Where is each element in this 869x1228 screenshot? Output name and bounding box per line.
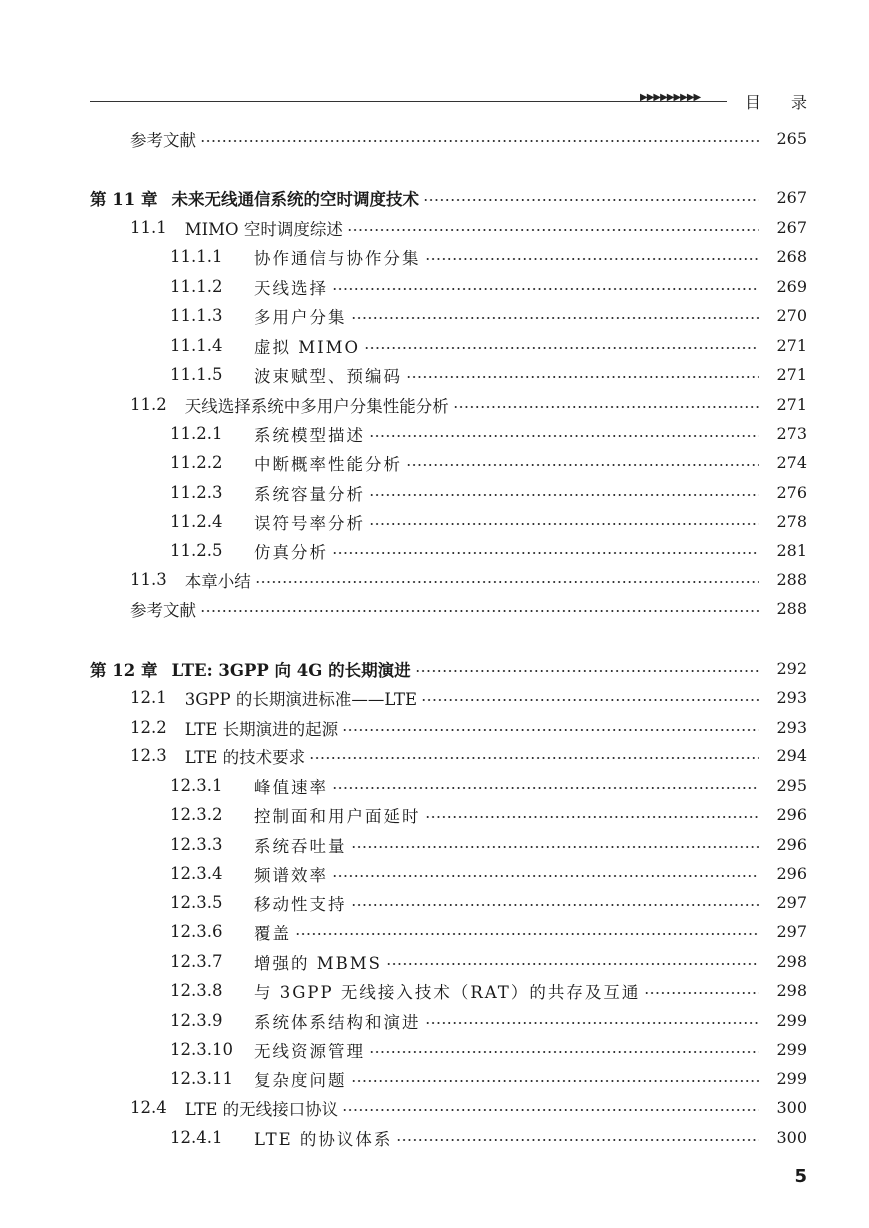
toc-entry-page: 296 [776,864,807,883]
toc-subsection-entry[interactable] [0,301,869,330]
toc-entry-number: 11.2.5 [170,541,223,560]
toc-leader-dots [386,963,759,965]
toc-leader-dots [200,140,759,142]
toc-entry-page: 265 [776,129,807,148]
toc-chapter-entry[interactable] [0,654,869,683]
toc-subsection-entry[interactable] [0,947,869,976]
toc-entry-page: 270 [776,306,807,325]
toc-leader-dots [309,757,759,759]
toc-entry-title: LTE: 3GPP 向 4G 的长期演进 [171,660,411,680]
toc-subsection-entry[interactable] [0,1035,869,1064]
toc-subsection-entry[interactable] [0,331,869,360]
toc-subsection-entry[interactable] [0,1123,869,1152]
toc-leader-dots [364,347,759,349]
toc-leader-dots [369,523,759,525]
toc-entry-number: 11.2.4 [170,512,223,531]
toc-entry-title: LTE 的无线接口协议 [184,1099,339,1119]
toc-subsection-entry[interactable] [0,917,869,946]
toc-leader-dots [425,816,760,818]
toc-entry-number: 第 11 章 [90,189,158,209]
toc-entry-title: 多用户分集 [254,307,347,327]
toc-entry-page: 274 [776,453,807,472]
toc-leader-dots [351,846,760,848]
toc-subsection-entry[interactable] [0,419,869,448]
toc-entry-page: 299 [776,1069,807,1088]
running-header [90,90,837,114]
toc-leader-dots [200,610,759,612]
toc-entry-number: 12.3.1 [170,776,223,795]
toc-entry-title: 移动性支持 [254,894,347,914]
toc-entry-title: 控制面和用户面延时 [254,806,421,826]
toc-entry-title: 仿真分析 [254,542,328,562]
toc-entry-page: 298 [776,981,807,1000]
toc-leader-dots [369,435,759,437]
toc-leader-dots [369,1051,759,1053]
toc-entry-number: 第 12 章 [90,660,158,680]
toc-entry-number: 12.3.11 [170,1069,233,1088]
toc-leader-dots [332,288,759,290]
toc-entry-number: 11.2.1 [170,424,223,443]
toc-section-entry[interactable] [0,390,869,419]
toc-entry-title: 系统容量分析 [254,484,365,504]
toc-entry-number: 12.3.7 [170,952,223,971]
toc-entry-title: 未来无线通信系统的空时调度技术 [171,189,419,209]
toc-entry-page: 271 [776,365,807,384]
toc-entry-number: 11.1.5 [170,365,223,384]
toc-leader-dots [406,464,759,466]
toc-entry-page: 276 [776,483,807,502]
toc-entry-page: 297 [776,922,807,941]
toc-entry-page: 281 [776,541,807,560]
toc-entry-number: 12.3.5 [170,893,223,912]
toc-entry-title: 参考文献 [130,130,196,150]
toc-leader-dots [421,699,759,701]
toc-leader-dots [332,875,759,877]
toc-subsection-entry[interactable] [0,859,869,888]
toc-entry-page: 294 [776,746,807,765]
toc-entry-title: 本章小结 [184,571,251,591]
toc-section-entry[interactable] [0,594,869,623]
toc-entry-title: LTE 的技术要求 [184,747,306,767]
toc-leader-dots [644,992,759,994]
toc-leader-dots [396,1139,759,1141]
toc-section-entry[interactable] [0,683,869,712]
toc-entry-page: 293 [776,688,807,707]
toc-entry-title: 与 3GPP 无线接入技术（RAT）的共存及互通 [254,982,641,1002]
toc-entry-number: 12.3.3 [170,835,223,854]
toc-leader-dots [332,552,759,554]
toc-leader-dots [406,376,759,378]
toc-entry-number: 12.4.1 [170,1128,223,1147]
toc-entry-number: 12.4 [130,1098,167,1117]
toc-subsection-entry[interactable] [0,242,869,271]
header-title: 目录 [744,93,837,112]
toc-subsection-entry[interactable] [0,888,869,917]
toc-section-entry[interactable] [0,213,869,242]
toc-entry-title: 峰值速率 [254,777,328,797]
toc-entry-page: 292 [776,659,807,678]
toc-section-entry[interactable] [0,124,869,153]
toc-subsection-entry[interactable] [0,1064,869,1093]
toc-entry-page: 296 [776,835,807,854]
toc-leader-dots [425,1022,760,1024]
toc-leader-dots [351,904,760,906]
toc-entry-title: 3GPP 的长期演进标准——LTE [184,689,418,709]
toc-leader-dots [351,1080,760,1082]
toc-subsection-entry[interactable] [0,448,869,477]
toc-entry-number: 11.1.3 [170,306,223,325]
toc-entry-title: 频谱效率 [254,865,328,885]
toc-entry-number: 11.1 [130,218,167,237]
toc-leader-dots [351,317,760,319]
toc-leader-dots [295,933,759,935]
toc-chapter-entry[interactable] [0,183,869,212]
toc-leader-dots [342,1109,759,1111]
toc-entry-title: 天线选择系统中多用户分集性能分析 [184,396,449,416]
toc-subsection-entry[interactable] [0,800,869,829]
header-rule [90,101,727,102]
toc-entry-page: 271 [776,395,807,414]
toc-subsection-entry[interactable] [0,360,869,389]
toc-subsection-entry[interactable] [0,272,869,301]
toc-leader-dots [342,729,759,731]
toc-section-entry[interactable] [0,1093,869,1122]
toc-entry-title: 虚拟 MIMO [254,337,361,357]
toc-entry-number: 11.2.3 [170,483,223,502]
toc-entry-number: 12.3.2 [170,805,223,824]
toc-subsection-entry[interactable] [0,478,869,507]
toc-entry-page: 278 [776,512,807,531]
toc-subsection-entry[interactable] [0,976,869,1005]
toc-entry-number: 11.2 [130,395,167,414]
toc-leader-dots [453,406,759,408]
toc-leader-dots [255,581,759,583]
toc-entry-number: 12.3.8 [170,981,223,1000]
toc-entry-number: 11.1.4 [170,336,223,355]
toc-entry-page: 299 [776,1011,807,1030]
toc-entry-number: 12.3.6 [170,922,223,941]
toc-subsection-entry[interactable] [0,507,869,536]
toc-entry-title: 系统模型描述 [254,425,365,445]
toc-subsection-entry[interactable] [0,830,869,859]
toc-section-entry[interactable] [0,741,869,770]
toc-entry-number: 12.3.4 [170,864,223,883]
toc-entry-page: 293 [776,718,807,737]
toc-entry-page: 268 [776,247,807,266]
toc-entry-number: 12.2 [130,718,167,737]
toc-entry-title: 增强的 MBMS [254,953,382,973]
toc-leader-dots [415,670,759,672]
toc-leader-dots [347,229,759,231]
page-number: 5 [794,1166,807,1187]
toc-entry-page: 288 [776,599,807,618]
toc-entry-title: 误符号率分析 [254,513,365,533]
toc-entry-title: 波束赋型、预编码 [254,366,402,386]
toc-entry-title: LTE 的协议体系 [254,1129,393,1149]
toc-leader-dots [425,258,760,260]
toc-entry-title: 协作通信与协作分集 [254,248,421,268]
toc-entry-number: 12.3.9 [170,1011,223,1030]
toc-entry-number: 11.1.2 [170,277,223,296]
header-arrows: ▶▶▶▶▶▶▶▶▶ [640,92,701,103]
toc-entry-page: 298 [776,952,807,971]
toc-entry-page: 299 [776,1040,807,1059]
toc-entry-page: 271 [776,336,807,355]
toc-entry-page: 269 [776,277,807,296]
toc-subsection-entry[interactable] [0,771,869,800]
toc-entry-page: 297 [776,893,807,912]
toc-entry-page: 288 [776,570,807,589]
toc-entry-number: 12.3 [130,746,167,765]
toc-leader-dots [423,199,759,201]
toc-entry-title: 系统吞吐量 [254,836,347,856]
toc-subsection-entry[interactable] [0,536,869,565]
toc-entry-title: 天线选择 [254,278,328,298]
toc-entry-title: 复杂度问题 [254,1070,347,1090]
toc-leader-dots [369,494,759,496]
toc-entry-title: LTE 长期演进的起源 [184,719,339,739]
toc-entry-page: 300 [776,1098,807,1117]
toc-entry-page: 295 [776,776,807,795]
toc-leader-dots [332,787,759,789]
toc-entry-title: 中断概率性能分析 [254,454,402,474]
toc-entry-page: 267 [776,218,807,237]
toc-entry-title: 参考文献 [130,600,196,620]
toc-section-entry[interactable] [0,713,869,742]
toc-entry-title: 覆盖 [254,923,291,943]
toc-entry-page: 300 [776,1128,807,1147]
toc-entry-number: 11.1.1 [170,247,223,266]
toc-entry-title: MIMO 空时调度综述 [184,219,343,239]
toc-entry-page: 296 [776,805,807,824]
toc-entry-page: 267 [776,188,807,207]
toc-entry-number: 11.3 [130,570,167,589]
toc-entry-page: 273 [776,424,807,443]
toc-entry-number: 11.2.2 [170,453,223,472]
toc-entry-title: 系统体系结构和演进 [254,1012,421,1032]
toc-subsection-entry[interactable] [0,1006,869,1035]
toc-entry-number: 12.1 [130,688,167,707]
toc-entry-title: 无线资源管理 [254,1041,365,1061]
toc-section-entry[interactable] [0,565,869,594]
toc-entry-number: 12.3.10 [170,1040,233,1059]
